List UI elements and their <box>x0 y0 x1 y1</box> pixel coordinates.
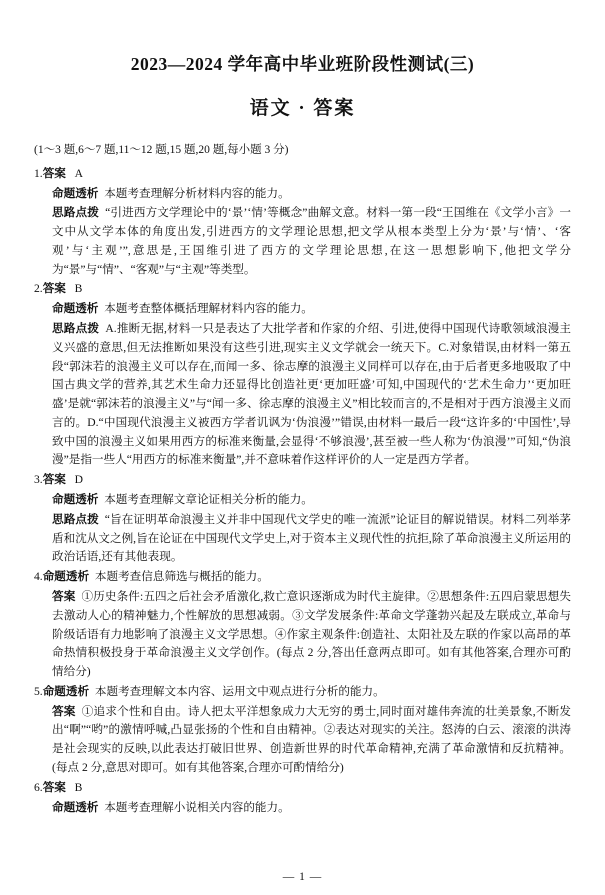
analysis-line <box>34 799 571 818</box>
question-number: 2. <box>34 282 43 296</box>
analysis-text: 本题考查理解分析材料内容的能力。 <box>104 186 290 200</box>
answer-line <box>34 703 571 778</box>
answer-label: 答案 <box>42 473 66 487</box>
score-scope-note: (1～3 题,6～7 题,11～12 题,15 题,20 题,每小题 3 分) <box>34 143 289 156</box>
analysis-label: 命题透析 <box>42 570 90 584</box>
answer-label: 答案 <box>42 282 66 296</box>
analysis-line <box>34 300 571 319</box>
answer-label: 答案 <box>52 589 76 603</box>
answer-label: 答案 <box>42 780 66 794</box>
answer-value: A <box>74 166 83 180</box>
question-block <box>34 568 571 682</box>
tips-label: 思路点拨 <box>52 512 99 526</box>
analysis-label: 命题透析 <box>52 302 99 316</box>
answer-line <box>34 165 571 184</box>
question-number: 6. <box>34 780 43 794</box>
analysis-text: 本题考查理解小说相关内容的能力。 <box>104 800 290 814</box>
analysis-text: 本题考查整体概括理解材料内容的能力。 <box>104 302 313 316</box>
analysis-line <box>34 568 571 587</box>
tips-text: “旨在证明革命浪漫主义并非中国现代文学史的唯一流派”论证目的解说错误。材料二列举茅盾和沈从文之例,旨在论证在中国现代文学史上,对于资本主义现代性的抗拒,除了革命浪漫主义所运用的政治话语,还有其他表现。 <box>52 512 572 564</box>
question-number: 5. <box>34 684 43 698</box>
tips-line <box>34 204 571 279</box>
answer-text: ①历史条件:五四之后社会矛盾激化,救亡意识逐渐成为时代主旋律。②思想条件:五四启蒙思想失去激动人心的精神魅力,个性解放的思想减弱。③文学发展条件:革命文学蓬勃兴起及左联成立,革命与阶级话语有力地影响了浪漫主义文学思想。④作家主观条件:创造社、太阳社及左联的作家以高昂的革命热情积极投身于革命浪漫主义文学创作。(每点 2 分,答出任意两点即可。如有其他答案,合理亦可酌情给分) <box>52 589 571 679</box>
question-block <box>34 280 571 470</box>
analysis-text: 本题考查信息筛选与概括的能力。 <box>94 570 269 584</box>
analysis-line <box>34 491 571 510</box>
question-number: 4. <box>34 570 43 584</box>
question-block <box>34 779 571 818</box>
answer-line <box>34 280 571 299</box>
analysis-label: 命题透析 <box>52 186 99 200</box>
analysis-label: 命题透析 <box>42 684 90 698</box>
analysis-text: 本题考查理解文本内容、运用文中观点进行分析的能力。 <box>94 684 385 698</box>
answer-text: ①追求个性和自由。诗人把太平洋想象成力大无穷的勇士,同时面对雄伟奔流的壮美景象,不断发出“啊”“哟”的激情呼喊,凸显张扬的个性和自由精神。②表达对现实的关注。怒涛的白云、滚滚的洪涛是社会现实的反映,以此表达打破旧世界、创造新世界的时代革命精神,充满了革命激情和反抗精神。(每点 2 分,意思对即可。如有其他答案,合理亦可酌情给分) <box>52 704 571 774</box>
analysis-label: 命题透析 <box>52 493 99 507</box>
question-block <box>34 165 571 280</box>
tips-line <box>34 320 571 470</box>
answer-label: 答案 <box>52 704 76 718</box>
page-number: — 1 — <box>282 871 323 883</box>
tips-line <box>34 511 571 567</box>
answer-value: B <box>74 282 83 296</box>
page-subtitle: 语文 · 答案 <box>249 97 356 119</box>
question-block <box>34 471 571 567</box>
question-number: 1. <box>34 166 43 180</box>
answer-value: B <box>74 780 83 794</box>
tips-label: 思路点拨 <box>52 322 100 335</box>
tips-text: A.推断无据,材料一只是表达了大批学者和作家的介绍、引进,使得中国现代诗歌领域浪漫主义兴盛的意思,但无法推断如果没有这些引进,现实主义文学就会一统天下。C.对象错误,由材料一第五段“郭沫若的浪漫主义可以存在,而闻一多、徐志摩的浪漫主义同样可以存在,由于后者更多地吸取了中国古典文学的营养,其艺术生命力还显得比创造社更‘更加旺盛’可知,中国现代的‘艺术生命力’‘更加旺盛’是就“郭沫若的浪漫主义”与“闻一多、徐志摩的浪漫主义”相比较而言的,不是相对于西方浪漫主义而言的。D.“中国现代浪漫主义被西方学者讥讽为‘伪浪漫’”错误,由材料一最后一段“这许多的‘中国性’,导致中国的浪漫主义如果用西方的标准来衡量,会显得‘不够浪漫’,甚至被一些人称为‘伪浪漫’”可知,“伪浪漫”是指一些人“用西方的标准来衡量”,并不意味着作这样评价的人一定是西方学者。 <box>52 322 571 467</box>
answer-line <box>34 588 571 682</box>
page-title: 2023—2024 学年高中毕业班阶段性测试(三) <box>130 54 475 74</box>
answer-line <box>34 471 571 490</box>
analysis-text: 本题考查理解文章论证相关分析的能力。 <box>104 493 313 507</box>
analysis-label: 命题透析 <box>52 800 99 814</box>
answer-value: D <box>74 473 83 487</box>
analysis-line <box>34 185 571 204</box>
question-number: 3. <box>34 473 43 487</box>
answer-label: 答案 <box>42 166 66 180</box>
answer-line <box>34 779 571 798</box>
question-block <box>34 683 571 778</box>
analysis-line <box>34 683 571 702</box>
tips-text: “引进西方文学理论中的‘景’‘情’等概念”曲解文意。材料一第一段“王国维在《文学小言》一文中从文学本体的角度出发,引进西方的文学理论思想,把文学从根本类型上分为‘景’与‘情’、‘客观’与‘主观’”,意思是,王国维引进了西方的文学理论思想,在这一思想影响下,他把文学分为“景”与“情”、“客观”与“主观”等类型。 <box>52 206 571 276</box>
tips-label: 思路点拨 <box>52 206 99 220</box>
